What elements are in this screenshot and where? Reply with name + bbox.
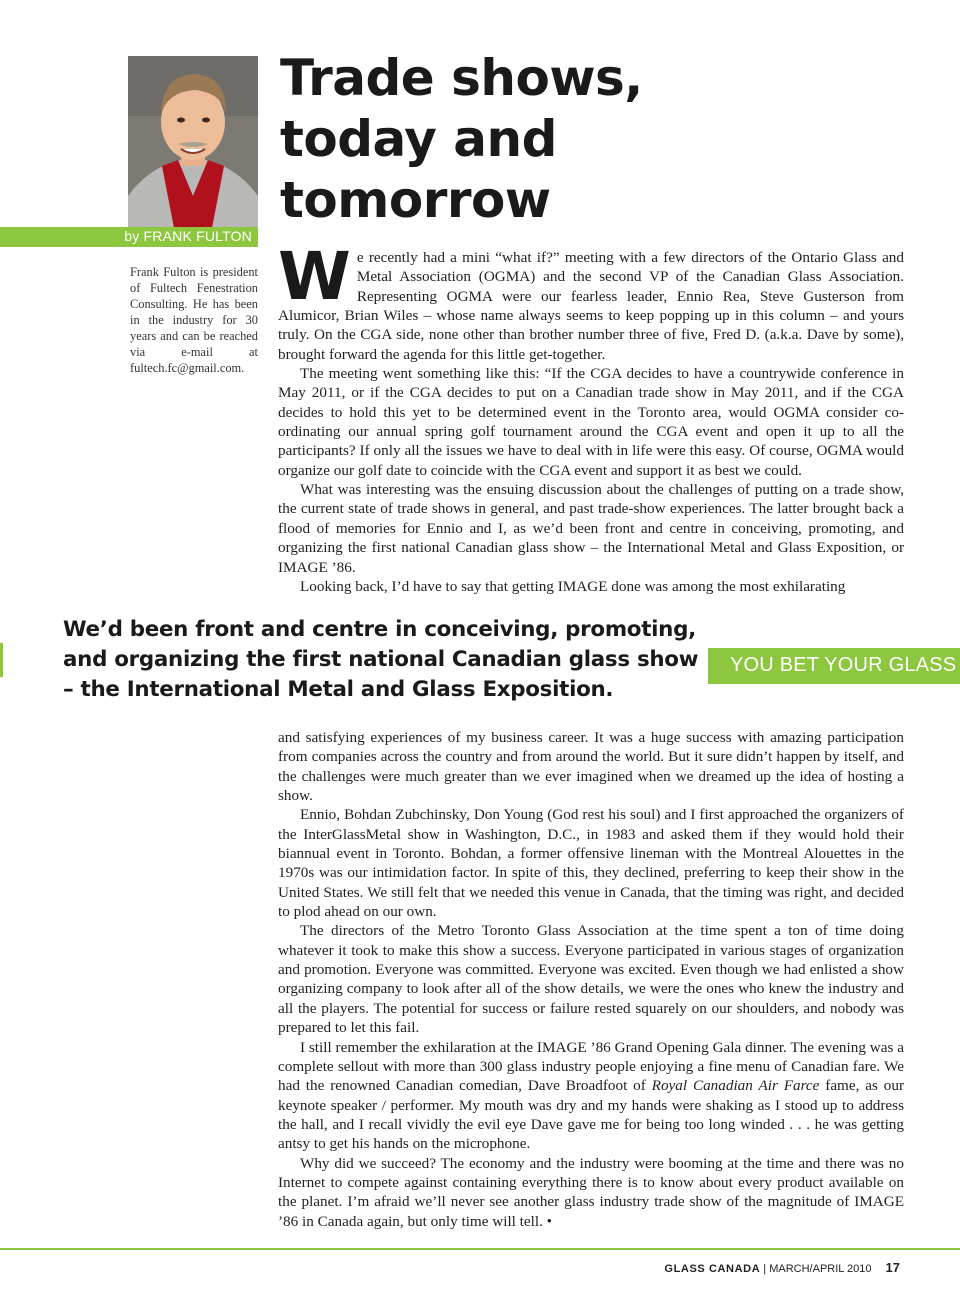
- body-paragraph: The directors of the Metro Toronto Glass Association at the time spent a ton of time doing whatever it took to make this show a success. Everyone participated in various stages of organization and promotion. Everyone was committed. Everyone was excited. Even though we had enlisted a show organizing company to look after all of the show details, we were the ones who knew the industry and all the players. The potential for success or failure rested squarely on our shoulders, and nobody was prepared to let this fail.: [278, 922, 904, 1037]
- body-paragraph: What was interesting was the ensuing discussion about the challenges of putting on a trade show, the current state of trade shows in general, and past trade-show experiences. The latter brought back a flood of memories for Ennio and I, as we’d been front and centre in conceiving, promoting, and organizing the first national Canadian glass show – the International Metal and Glass Exposition, or IMAGE ’86.: [278, 481, 904, 576]
- publication-name: GLASS CANADA: [664, 1263, 761, 1275]
- accent-tick: [0, 643, 3, 677]
- section-tag-label: YOU BET YOUR GLASS: [730, 654, 957, 676]
- body-paragraph: Ennio, Bohdan Zubchinsky, Don Young (God rest his soul) and I first approached the organizers of the InterGlassMetal show in Washington, D.C., in 1983 and asked them if they would hold their biannual event in Toronto. Bohdan, a former offensive lineman with the Montreal Alouettes in the 1970s was our intimidation factor. In spite of this, they declined, preferring to keep their show in the United States. We still felt that we needed this venue in Canada, that the timing was right, and decided to plod ahead on our own.: [278, 806, 904, 921]
- pull-quote-line: – the International Metal and Glass Exposition.: [63, 677, 614, 702]
- title-line: today and: [280, 110, 557, 168]
- body-paragraph: [278, 1038, 904, 1154]
- page-footer: [664, 1260, 900, 1275]
- issue-date: MARCH/APRIL 2010: [769, 1263, 872, 1275]
- pull-quote-line: We’d been front and centre in conceiving, promoting,: [63, 617, 696, 642]
- drop-cap: W: [278, 238, 351, 315]
- paragraph-text: e recently had a mini “what if?” meeting with a few directors of the Ontario Glass and Metal Association (OGMA) and the second VP of the Canadian Glass Association. Representing OGMA were our fearless leader, Ennio Rea, Steve Gusterson from Alumicor, Brian Wiles – whose name always seems to keep popping up in this column – and yours truly. On the CGA side, none other than brother number three of five, Fred D. (a.k.a. Dave by some), brought forward the agenda for this little get-together.: [278, 249, 904, 363]
- body-paragraph: [278, 238, 904, 364]
- article-body-top: [278, 238, 904, 596]
- body-paragraph: Looking back, I’d have to say that getting IMAGE done was among the most exhilarating: [300, 577, 846, 595]
- paragraph-text: I still remember the exhilaration at the IMAGE ’86 Grand Opening Gala dinner. The evening was a complete sellout with more than 300 glass industry people enjoying a fine menu of Canadian fare. We had the renowned Canadian comedian, Dave Broadfoot of: [278, 1038, 904, 1095]
- page-number: 17: [885, 1260, 900, 1275]
- section-tag: [708, 648, 960, 684]
- author-portrait-image: [128, 56, 258, 228]
- body-paragraph: The meeting went something like this: “If the CGA decides to have a countrywide conference in May 2011, or if the CGA decides to put on a Canadian trade show in May 2011, and if the CGA decides to hold this yet to be determined event in the Toronto area, would OGMA consider co-ordinating our annual spring golf tournament around the CGA event and open it up to all the participants? If only all the issues we have to deal with in life were this easy. Of course, OGMA would organize our golf date to coincide with the CGA event and support it as best we could.: [278, 365, 904, 479]
- paragraph-text: fame, as our keynote speaker / performer. My mouth was dry and my hands were shaking as I stood up to address the hall, and I recall vividly the evil eye Dave gave me for being too long winded . . . he was getting antsy to get his hands on the microphone.: [278, 1077, 905, 1153]
- italic-title: Royal Canadian Air Farce: [651, 1077, 820, 1095]
- body-paragraph: Why did we succeed? The economy and the industry were booming at the time and there was no Internet to compete against containing everything there is to know about every product available on the planet. I’m afraid we’ll never see another glass industry trade show of the magnitude of IMAGE ’86 in Canada again, but only time will tell. •: [278, 1154, 904, 1230]
- body-paragraph-continued: and satisfying experiences of my business career. It was a huge success with amazing participation from companies across the country and from around the world. But it sure didn’t happen by itself, and the challenges were much greater than we ever imagined when we dreamed up the idea of hosting a show.: [278, 729, 904, 805]
- article-body-bottom: [278, 728, 904, 1231]
- author-byline: by FRANK FULTON: [124, 228, 252, 244]
- author-photo: [128, 56, 258, 228]
- title-line: Trade shows,: [280, 49, 643, 107]
- title-line: tomorrow: [280, 171, 551, 229]
- byline-bar: [0, 227, 258, 247]
- footer-separator: |: [760, 1263, 770, 1275]
- article-title: [280, 48, 740, 231]
- pull-quote: [63, 615, 723, 705]
- author-bio: Frank Fulton is president of Fultech Fenestration Consulting. He has been in the industry for 30 years and can be reached via e-mail at fultech.fc@gmail.com.: [130, 265, 258, 375]
- footer-rule: [0, 1248, 960, 1250]
- pull-quote-line: and organizing the first national Canadian glass show: [63, 647, 699, 672]
